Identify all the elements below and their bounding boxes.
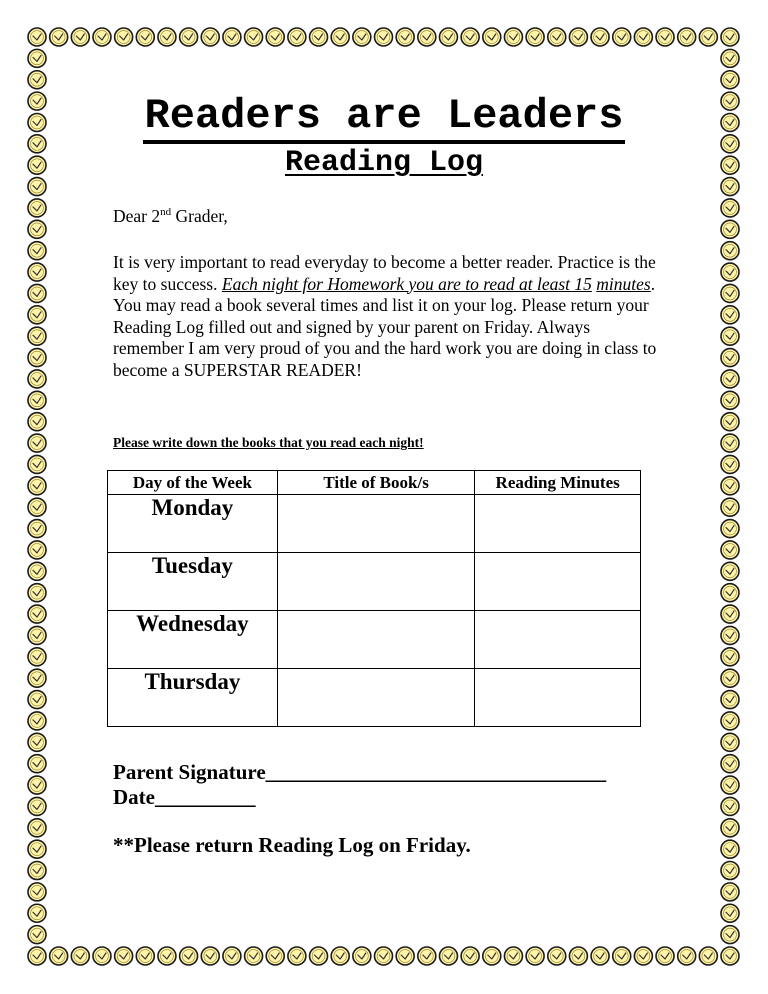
- clock-icon: [136, 28, 154, 46]
- clock-icon: [418, 28, 436, 46]
- day-cell: Tuesday: [108, 553, 278, 611]
- clock-icon: [439, 28, 457, 46]
- clock-icon: [375, 28, 393, 46]
- clock-icon: [375, 947, 393, 965]
- book-title-cell[interactable]: [277, 553, 475, 611]
- clock-icon: [28, 434, 46, 452]
- clock-icon: [656, 947, 674, 965]
- clock-icon: [266, 947, 284, 965]
- clock-icon: [158, 28, 176, 46]
- clock-icon: [504, 947, 522, 965]
- page-title: Readers are Leaders: [0, 92, 768, 144]
- clock-icon: [28, 199, 46, 217]
- homework-requirement: Each night for Homework you are to read at least 15: [221, 273, 592, 294]
- clock-icon: [721, 284, 739, 302]
- date-blank[interactable]: __________: [154, 785, 255, 809]
- clock-icon: [678, 947, 696, 965]
- table-row: [108, 611, 641, 669]
- clock-icon: [569, 947, 587, 965]
- day-cell: Thursday: [108, 669, 278, 727]
- clock-icon: [115, 28, 133, 46]
- clock-icon: [721, 797, 739, 815]
- clock-icon: [28, 712, 46, 730]
- clock-icon: [71, 947, 89, 965]
- clock-icon: [721, 584, 739, 602]
- clock-icon: [331, 947, 349, 965]
- clock-icon: [721, 626, 739, 644]
- clock-icon: [28, 926, 46, 944]
- clock-icon: [28, 776, 46, 794]
- minutes-cell[interactable]: [475, 553, 641, 611]
- clock-icon: [245, 947, 263, 965]
- header-minutes: Reading Minutes: [475, 471, 641, 495]
- clock-icon: [721, 370, 739, 388]
- clock-icon: [223, 947, 241, 965]
- clock-icon: [245, 28, 263, 46]
- clock-icon: [28, 477, 46, 495]
- clock-icon: [504, 28, 522, 46]
- greeting: Dear 2nd Grader,: [113, 206, 228, 226]
- clock-icon: [28, 327, 46, 345]
- clock-icon: [180, 28, 198, 46]
- clock-icon: [50, 28, 68, 46]
- clock-icon: [721, 926, 739, 944]
- clock-icon: [548, 947, 566, 965]
- clock-icon: [721, 413, 739, 431]
- clock-icon: [136, 947, 154, 965]
- clock-icon: [721, 605, 739, 623]
- book-title-cell[interactable]: [277, 669, 475, 727]
- minutes-word: minutes: [596, 273, 651, 294]
- clock-icon: [353, 28, 371, 46]
- clock-icon: [461, 947, 479, 965]
- clock-icon: [721, 776, 739, 794]
- clock-icon: [721, 349, 739, 367]
- clock-icon: [28, 883, 46, 901]
- clock-icon: [288, 947, 306, 965]
- clock-icon: [93, 947, 111, 965]
- clock-icon: [28, 947, 46, 965]
- minutes-cell[interactable]: [475, 495, 641, 553]
- clock-icon: [158, 947, 176, 965]
- clock-icon: [613, 947, 631, 965]
- clock-icon: [483, 28, 501, 46]
- clock-icon: [28, 284, 46, 302]
- clock-icon: [28, 862, 46, 880]
- clock-icon: [331, 28, 349, 46]
- clock-icon: [28, 220, 46, 238]
- clock-icon: [28, 28, 46, 46]
- clock-icon: [288, 28, 306, 46]
- clock-icon: [721, 455, 739, 473]
- clock-icon: [721, 883, 739, 901]
- clock-icon: [721, 327, 739, 345]
- clock-icon: [396, 947, 414, 965]
- header-day: Day of the Week: [108, 471, 278, 495]
- table-row: [108, 553, 641, 611]
- clock-icon: [483, 947, 501, 965]
- clock-icon: [180, 947, 198, 965]
- clock-icon: [28, 498, 46, 516]
- clock-icon: [721, 691, 739, 709]
- clock-icon: [28, 413, 46, 431]
- clock-icon: [721, 49, 739, 67]
- clock-icon: [721, 862, 739, 880]
- clock-icon: [71, 28, 89, 46]
- clock-icon: [591, 28, 609, 46]
- clock-icon: [115, 947, 133, 965]
- clock-icon: [721, 840, 739, 858]
- clock-icon: [28, 349, 46, 367]
- clock-icon: [28, 904, 46, 922]
- instruction-text: Please write down the books that you read each night!: [113, 435, 424, 450]
- clock-icon: [721, 947, 739, 965]
- clock-icon: [418, 947, 436, 965]
- clock-icon: [721, 434, 739, 452]
- day-cell: Monday: [108, 495, 278, 553]
- clock-icon: [721, 391, 739, 409]
- clock-icon: [591, 947, 609, 965]
- clock-icon: [634, 947, 652, 965]
- clock-icon: [28, 648, 46, 666]
- minutes-cell[interactable]: [475, 669, 641, 727]
- clock-icon: [28, 242, 46, 260]
- table-header-row: [108, 471, 641, 495]
- header-title: Title of Book/s: [277, 471, 475, 495]
- clock-icon: [721, 541, 739, 559]
- table-row: [108, 669, 641, 727]
- clock-icon: [28, 819, 46, 837]
- clock-icon: [569, 28, 587, 46]
- clock-icon: [721, 199, 739, 217]
- clock-icon: [548, 28, 566, 46]
- clock-icon: [526, 28, 544, 46]
- clock-icon: [634, 28, 652, 46]
- clock-icon: [310, 28, 328, 46]
- clock-icon: [28, 626, 46, 644]
- table-row: [108, 495, 641, 553]
- clock-icon: [28, 541, 46, 559]
- clock-icon: [50, 947, 68, 965]
- day-cell: Wednesday: [108, 611, 278, 669]
- clock-icon: [699, 947, 717, 965]
- clock-icon: [28, 840, 46, 858]
- clock-icon: [656, 28, 674, 46]
- clock-icon: [721, 520, 739, 538]
- clock-icon: [201, 28, 219, 46]
- clock-icon: [28, 370, 46, 388]
- date-line: [113, 784, 255, 810]
- book-title-cell[interactable]: [277, 611, 475, 669]
- clock-icon: [721, 28, 739, 46]
- clock-icon: [721, 755, 739, 773]
- clock-icon: [310, 947, 328, 965]
- clock-icon: [721, 263, 739, 281]
- clock-icon: [28, 391, 46, 409]
- clock-icon: [28, 605, 46, 623]
- clock-icon: [439, 947, 457, 965]
- page-subtitle: Reading Log: [284, 146, 484, 180]
- clock-icon: [721, 712, 739, 730]
- return-note: **Please return Reading Log on Friday.: [113, 833, 471, 857]
- clock-icon: [396, 28, 414, 46]
- signature-blank[interactable]: __________________________________: [265, 760, 606, 784]
- parent-signature-line: [113, 759, 606, 785]
- clock-icon: [721, 71, 739, 89]
- clock-icon: [678, 28, 696, 46]
- clock-icon: [721, 648, 739, 666]
- clock-icon: [721, 904, 739, 922]
- clock-icon: [223, 28, 241, 46]
- clock-icon: [28, 49, 46, 67]
- reading-log-table: [107, 470, 641, 727]
- clock-icon: [28, 584, 46, 602]
- clock-icon: [721, 498, 739, 516]
- clock-icon: [461, 28, 479, 46]
- clock-icon: [28, 71, 46, 89]
- clock-icon: [526, 947, 544, 965]
- clock-icon: [28, 455, 46, 473]
- clock-icon: [28, 733, 46, 751]
- clock-icon: [613, 28, 631, 46]
- clock-icon: [28, 263, 46, 281]
- clock-icon: [28, 306, 46, 324]
- intro-paragraph: It is very important to read everyday to become a better reader. Practice is the key to success. Each night for Homework you are to read at least 15 minutes. You may read a book several times and list it on your log. Please return your Reading Log filled out and signed by your parent on Friday. Always remember I am very proud of you and the hard work you are doing in class to become a SUPERSTAR READER!: [113, 252, 657, 380]
- clock-icon: [28, 755, 46, 773]
- clock-icon: [721, 242, 739, 260]
- clock-icon: [28, 562, 46, 580]
- clock-icon: [93, 28, 111, 46]
- clock-icon: [721, 669, 739, 687]
- book-title-cell[interactable]: [277, 495, 475, 553]
- clock-icon: [201, 947, 219, 965]
- clock-icon: [28, 797, 46, 815]
- clock-icon: [28, 691, 46, 709]
- clock-icon: [699, 28, 717, 46]
- clock-icon: [721, 306, 739, 324]
- clock-icon: [721, 733, 739, 751]
- minutes-cell[interactable]: [475, 611, 641, 669]
- clock-icon: [721, 477, 739, 495]
- clock-icon: [266, 28, 284, 46]
- parent-signature-label: Parent Signature: [113, 760, 266, 784]
- clock-icon: [353, 947, 371, 965]
- clock-icon: [721, 562, 739, 580]
- clock-icon: [721, 220, 739, 238]
- clock-icon: [721, 819, 739, 837]
- clock-icon: [28, 520, 46, 538]
- date-label: Date: [113, 785, 155, 809]
- clock-icon: [28, 669, 46, 687]
